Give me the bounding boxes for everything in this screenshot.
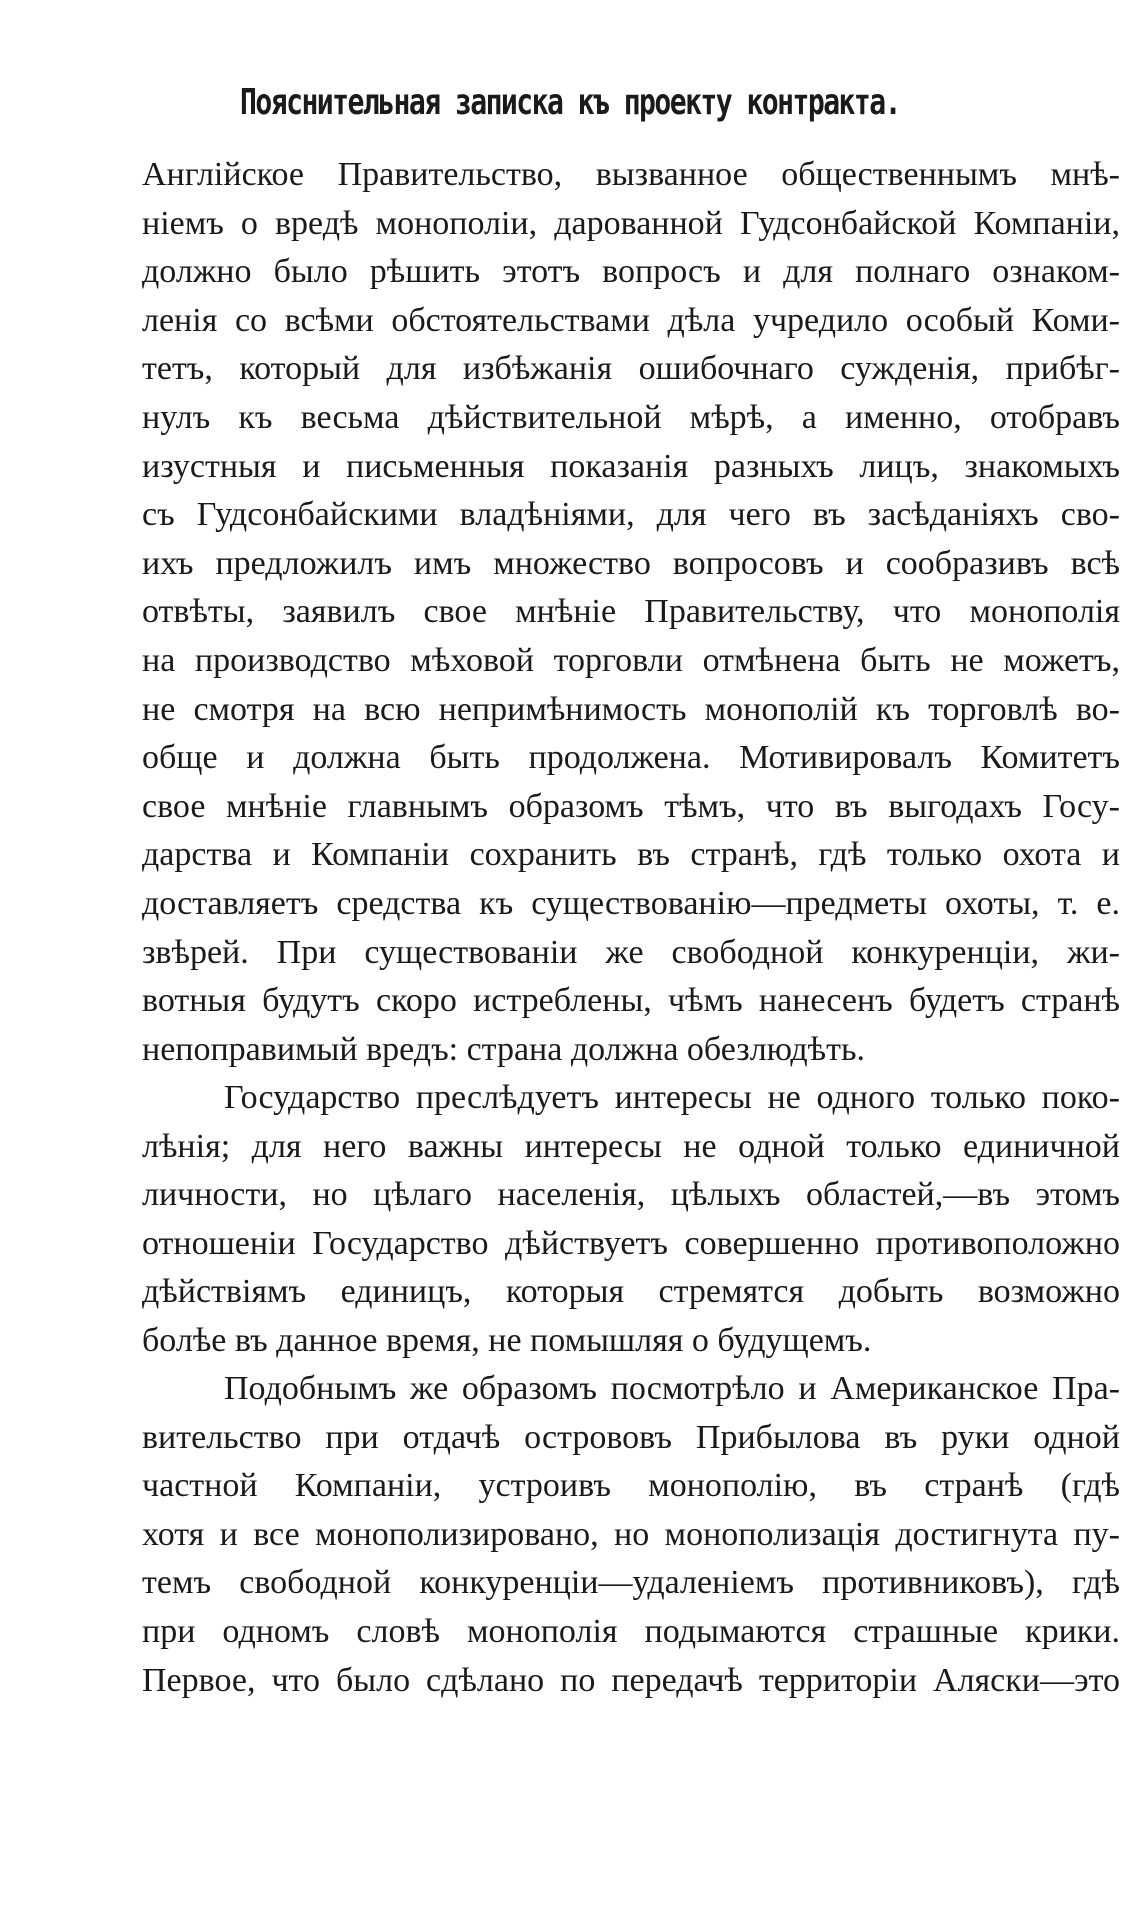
page-title: Пояснительная записка къ проекту контракта. xyxy=(240,82,900,123)
text-line: на производство мѣховой торговли отмѣнена быть не можетъ, xyxy=(142,641,1120,679)
text-line: отношеніи Государство дѣйствуетъ совершенно противоположно xyxy=(142,1224,1120,1262)
text-line: вотныя будутъ скоро истреблены, чѣмъ нанесенъ будетъ странѣ xyxy=(142,982,1120,1020)
text-line: не смотря на всю непримѣнимость монополій къ торговлѣ во- xyxy=(142,690,1120,728)
text-line: Первое, что было сдѣлано по передачѣ территоріи Аляски—это xyxy=(142,1661,1120,1699)
text-line: темъ свободной конкуренціи—удаленіемъ противниковъ), гдѣ xyxy=(142,1564,1120,1602)
text-line: тетъ, который для избѣжанія ошибочнаго сужденія, прибѣг- xyxy=(142,350,1120,388)
text-line: личности, но цѣлаго населенія, цѣлыхъ областей,—въ этомъ xyxy=(142,1176,1120,1214)
text-line: дарства и Компаніи сохранить въ странѣ, гдѣ только охота и xyxy=(142,836,1120,874)
text-line: обще и должна быть продолжена. Мотивировалъ Комитетъ xyxy=(142,739,1120,777)
paragraph-2 xyxy=(142,1074,1120,1366)
paragraph-1 xyxy=(142,151,1120,1074)
text-line: Англійское Правительство, вызванное общественнымъ мнѣ- xyxy=(142,156,1120,193)
text-line: ихъ предложилъ имъ множество вопросовъ и сообразивъ всѣ xyxy=(142,544,1120,582)
text-line: доставляетъ средства къ существованію—предметы охоты, т. е. xyxy=(142,884,1120,922)
text-line: отвѣты, заявилъ свое мнѣніе Правительству, что монополія xyxy=(142,593,1120,631)
text-line: болѣе въ данное время, не помышляя о будущемъ. xyxy=(142,1321,872,1359)
text-line: Подобнымъ же образомъ посмотрѣло и Американское Пра- xyxy=(224,1370,1120,1407)
text-line: частной Компаніи, устроивъ монополію, въ странѣ (гдѣ xyxy=(142,1467,1120,1505)
text-line: нулъ къ весьма дѣйствительной мѣрѣ, а именно, отобравъ xyxy=(142,398,1120,436)
text-line: изустныя и письменныя показанія разныхъ лицъ, знакомыхъ xyxy=(142,447,1120,485)
text-line: звѣрей. При существованіи же свободной конкуренціи, жи- xyxy=(142,933,1120,971)
text-line: хотя и все монополизировано, но монополизація достигнута пу- xyxy=(142,1515,1120,1553)
text-line: непоправимый вредъ: страна должна обезлюдѣть. xyxy=(142,1030,865,1068)
text-line: ленія со всѣми обстоятельствами дѣла учредило особый Коми- xyxy=(142,301,1120,339)
text-line: Государство преслѣдуетъ интересы не одного только поко- xyxy=(224,1079,1120,1116)
text-line: должно было рѣшить этотъ вопросъ и для полнаго ознаком- xyxy=(142,253,1120,291)
paragraph-3 xyxy=(142,1365,1120,1705)
text-line: лѣнія; для него важны интересы не одной только единичной xyxy=(142,1127,1120,1165)
text-line: свое мнѣніе главнымъ образомъ тѣмъ, что въ выгодахъ Госу- xyxy=(142,787,1120,825)
text-line: ніемъ о вредѣ монополіи, дарованной Гудсонбайской Компаніи, xyxy=(142,204,1120,242)
text-line: при одномъ словѣ монополія подымаются страшные крики. xyxy=(142,1612,1120,1650)
text-line: дѣйствіямъ единицъ, которыя стремятся добыть возможно xyxy=(142,1273,1120,1311)
text-line: вительство при отдачѣ острововъ Прибылова въ руки одной xyxy=(142,1418,1120,1456)
text-line: съ Гудсонбайскими владѣніями, для чего въ засѣданіяхъ сво- xyxy=(142,496,1120,534)
